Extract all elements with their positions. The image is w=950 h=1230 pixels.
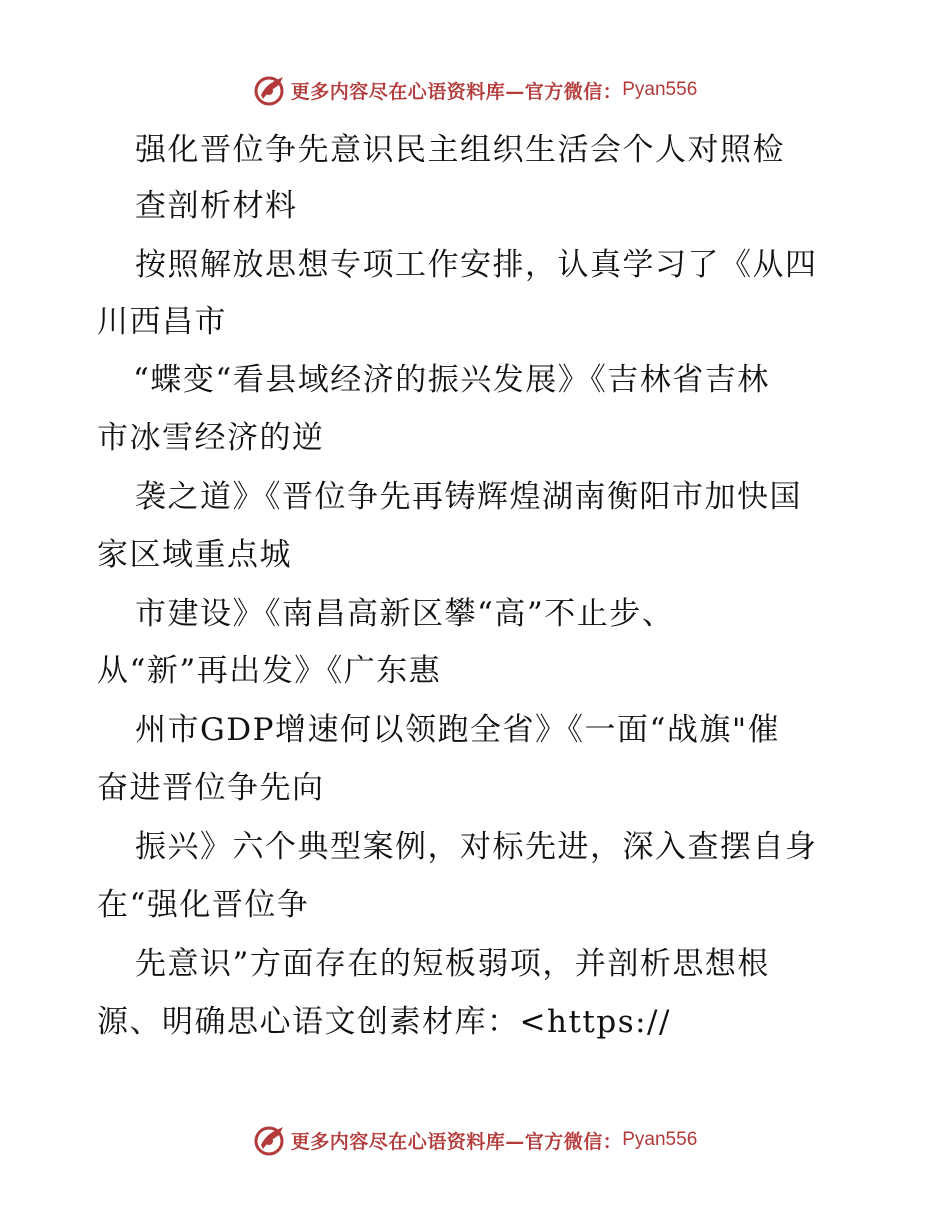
footer-site-text: 更多内容尽在心语资料库—官方微信： xyxy=(290,1130,623,1153)
header-wechat-id: Pyan556 xyxy=(622,79,698,100)
doc-line-12: 奋进晋位争先向 xyxy=(97,770,325,806)
doc-line-5: “蝶变“看县域经济的振兴发展》《吉林省吉林 xyxy=(133,362,770,398)
footer-watermark-banner xyxy=(0,1120,950,1160)
doc-line-2: 查剖析材料 xyxy=(135,188,298,224)
doc-line-9: 市建设》《南昌高新区攀“高”不止步、 xyxy=(135,596,675,632)
doc-line-16: 源、明确思心语文创素材库：<https:// xyxy=(97,1004,671,1040)
doc-line-8: 家区域重点城 xyxy=(97,537,292,573)
doc-line-6: 市冰雪经济的逆 xyxy=(97,420,325,456)
footer-wechat-id: Pyan556 xyxy=(622,1129,698,1150)
doc-line-7: 袭之道》《晋位争先再铸辉煌湖南衡阳市加快国 xyxy=(135,479,802,515)
doc-line-11: 州市GDP增速何以领跑全省》《一面“战旗"催 xyxy=(135,712,781,748)
brush-seal-icon xyxy=(253,1123,287,1157)
doc-line-13: 振兴》六个典型案例，对标先进，深入查摆自身 xyxy=(135,829,818,865)
doc-line-1: 强化晋位争先意识民主组织生活会个人对照检 xyxy=(135,132,785,168)
header-watermark-banner xyxy=(0,70,950,110)
doc-line-3: 按照解放思想专项工作安排，认真学习了《从四 xyxy=(135,247,818,283)
header-site-text: 更多内容尽在心语资料库—官方微信： xyxy=(290,80,623,103)
doc-line-15: 先意识”方面存在的短板弱项，并剖析思想根 xyxy=(135,946,770,982)
doc-line-4: 川西昌市 xyxy=(97,304,227,340)
doc-line-10: 从“新”再出发》《广东惠 xyxy=(97,653,442,689)
doc-line-14: 在“强化晋位争 xyxy=(97,887,310,923)
brush-seal-icon xyxy=(253,73,287,107)
